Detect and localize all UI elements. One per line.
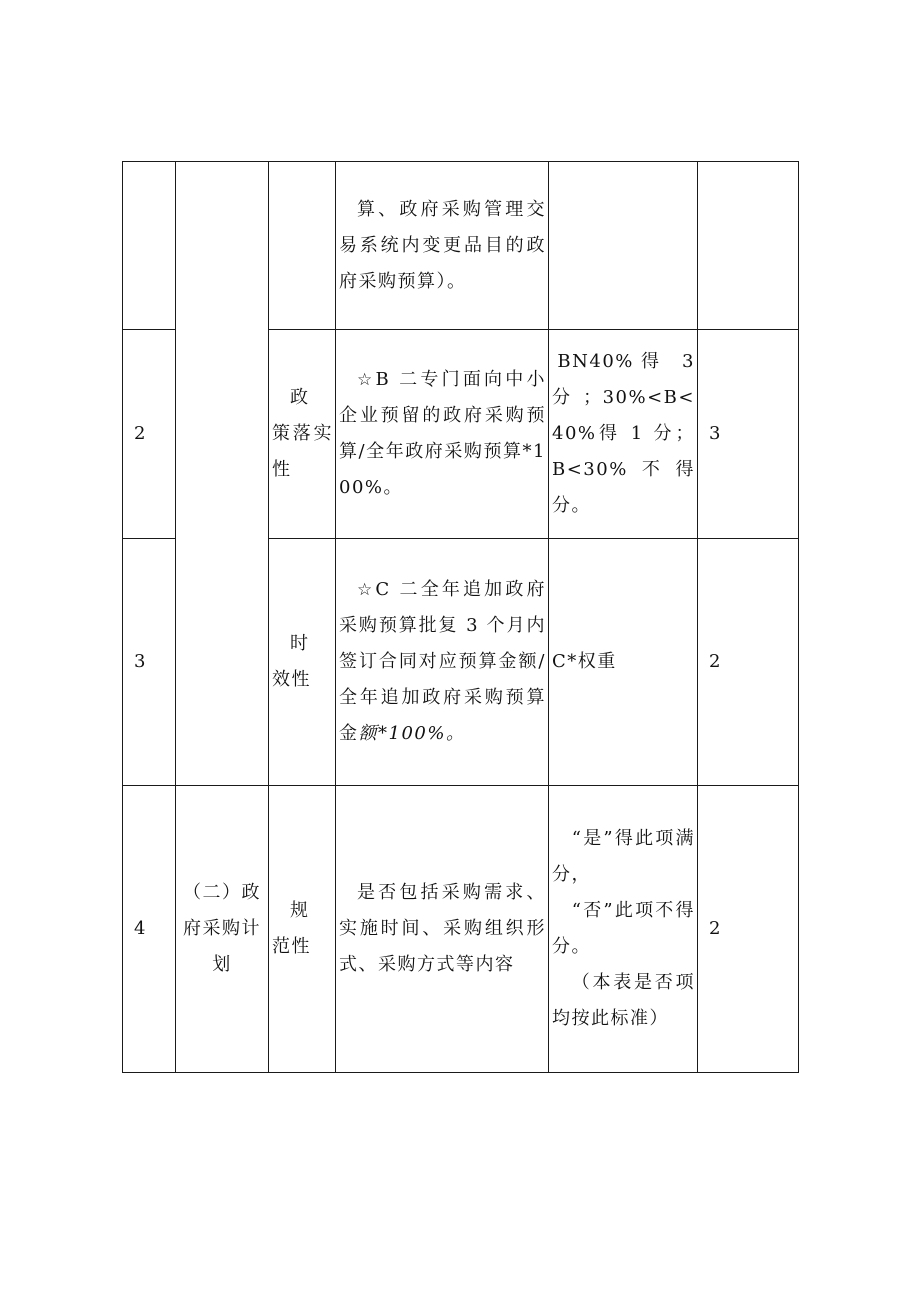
standard-line: “否”此项不得分。 xyxy=(552,900,695,957)
item-cell xyxy=(269,786,336,1073)
standard-text: BN40%得 3 分；30%<B<40%得 1 分；B<30%不得分。 xyxy=(552,351,695,516)
table-row xyxy=(123,786,799,1073)
content-cell xyxy=(336,786,549,1073)
row-number xyxy=(123,162,176,330)
content-text: 算、政府采购管理交易系统内变更品目的政府采购预算）。 xyxy=(339,198,546,292)
item-label: 规 范性 xyxy=(272,900,329,957)
item-cell xyxy=(269,539,336,786)
item-label: 政 策落实性 xyxy=(272,387,333,480)
standard-line: （本表是否项均按此标准） xyxy=(552,972,695,1029)
row-number: 2 xyxy=(123,330,176,539)
standard-cell xyxy=(549,330,698,539)
standard-cell: C*权重 xyxy=(549,539,698,786)
row-number: 3 xyxy=(123,539,176,786)
score-cell: 2 xyxy=(698,786,799,1073)
standard-cell xyxy=(549,786,698,1073)
content-cell xyxy=(336,330,549,539)
item-label: 时 效性 xyxy=(272,633,329,690)
row-number: 4 xyxy=(123,786,176,1073)
score-cell: 3 xyxy=(698,330,799,539)
item-cell xyxy=(269,162,336,330)
table-row xyxy=(123,162,799,330)
score-cell: 2 xyxy=(698,539,799,786)
star-icon: ☆ xyxy=(357,370,376,390)
category-cell xyxy=(176,162,269,786)
content-text: ☆B 二专门面向中小企业预留的政府采购预算/全年政府采购预算*100%。 xyxy=(339,369,546,498)
content-text: 是否包括采购需求、实施时间、采购组织形式、采购方式等内容 xyxy=(339,882,546,975)
standard-line: “是”得此项满分， xyxy=(552,828,695,885)
item-cell xyxy=(269,330,336,539)
content-cell xyxy=(336,162,549,330)
content-text: ☆C 二全年追加政府采购预算批复 3 个月内签订合同对应预算金额/全年追加政府采购预算金额*100%。 xyxy=(339,579,546,744)
standard-cell xyxy=(549,162,698,330)
star-icon: ☆ xyxy=(357,580,376,600)
evaluation-table xyxy=(122,161,799,1073)
score-cell xyxy=(698,162,799,330)
category-cell: （二）政府采购计划 xyxy=(176,786,269,1073)
content-cell xyxy=(336,539,549,786)
